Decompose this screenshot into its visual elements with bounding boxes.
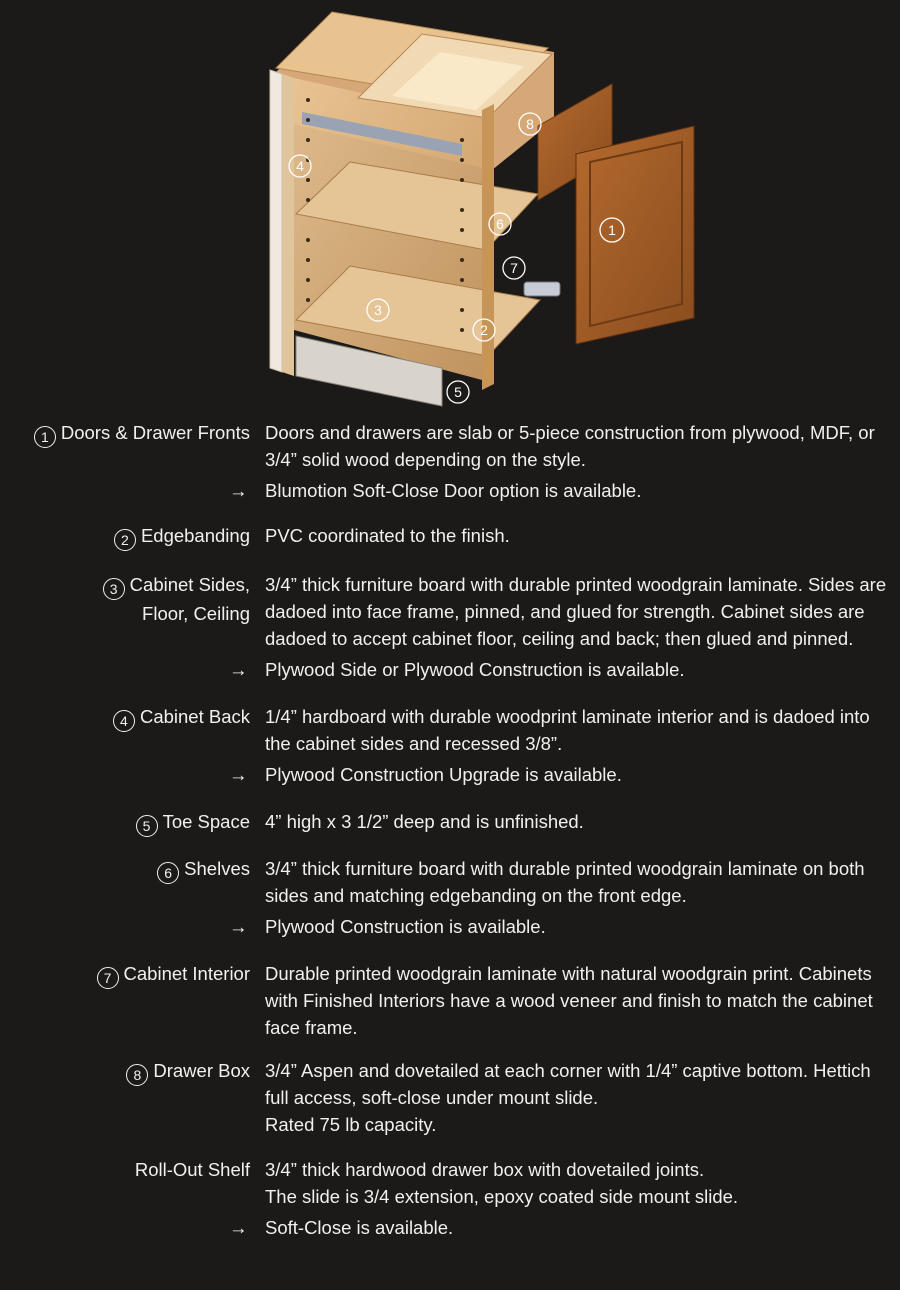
spec-label-text: Floor, Ceiling: [142, 603, 250, 624]
spec-label: [0, 1057, 250, 1086]
spec-number-badge: 8: [126, 1064, 148, 1086]
arrow-icon: →: [229, 480, 248, 501]
spec-item: [0, 855, 900, 940]
spec-label: [0, 855, 250, 884]
spec-number-badge: 7: [97, 967, 119, 989]
spec-note-text: Plywood Construction Upgrade is available.: [265, 764, 622, 785]
spec-label-text: Doors & Drawer Fronts: [60, 422, 250, 443]
arrow-icon: →: [229, 916, 248, 937]
spec-body: [229, 703, 890, 788]
spec-description: 3/4” thick furniture board with durable printed woodgrain laminate on both sides and matching edgebanding on the front edge.: [265, 858, 865, 906]
svg-text:3: 3: [374, 302, 382, 318]
spec-description: 3/4” thick hardwood drawer box with dovetailed joints. The slide is 3/4 extension, epoxy coated side mount slide.: [265, 1159, 739, 1207]
spec-body: [229, 571, 890, 683]
spec-label-text: Shelves: [184, 858, 250, 879]
spec-number-badge: 4: [113, 710, 135, 732]
spec-description: 4” high x 3 1/2” deep and is unfinished.: [265, 811, 584, 832]
spec-label: [0, 808, 250, 837]
spec-description: Doors and drawers are slab or 5-piece construction from plywood, MDF, or 3/4” solid wood depending on the style.: [265, 422, 875, 470]
spec-label: [0, 1156, 250, 1183]
spec-description: Durable printed woodgrain laminate with natural woodgrain print. Cabinets with Finished Interiors have a wood veneer and finish to match the cabinet face frame.: [265, 963, 873, 1038]
svg-text:4: 4: [296, 158, 304, 174]
spec-label: [0, 419, 250, 448]
spec-body: [229, 1156, 890, 1241]
spec-list: [0, 419, 900, 1241]
spec-note: [229, 656, 890, 683]
arrow-icon: →: [229, 659, 248, 680]
spec-number-badge: 1: [34, 426, 56, 448]
spec-label: [0, 571, 250, 627]
spec-body: [265, 960, 890, 1041]
arrow-icon: →: [229, 1217, 248, 1238]
spec-label-text: Drawer Box: [153, 1060, 250, 1081]
spec-body: [265, 1057, 890, 1138]
callout-5: [447, 381, 469, 403]
cabinet-illustration: [262, 0, 702, 412]
spec-item: [0, 419, 900, 504]
spec-note: [229, 761, 890, 788]
spec-label-text: Toe Space: [162, 811, 250, 832]
spec-note-text: Plywood Construction is available.: [265, 916, 546, 937]
spec-body: [265, 808, 890, 835]
spec-item: [0, 1156, 900, 1241]
cabinet-left-side: [270, 70, 282, 372]
spec-item: [0, 522, 900, 551]
spec-number-badge: 6: [157, 862, 179, 884]
svg-text:6: 6: [496, 216, 504, 232]
spec-item: [0, 808, 900, 837]
svg-text:2: 2: [480, 322, 488, 338]
spec-note-text: Plywood Side or Plywood Construction is available.: [265, 659, 685, 680]
spec-note-text: Soft-Close is available.: [265, 1217, 454, 1238]
svg-text:5: 5: [454, 384, 462, 400]
spec-note-text: Blumotion Soft-Close Door option is available.: [265, 480, 642, 501]
face-frame: [482, 104, 494, 390]
spec-label: [0, 522, 250, 551]
spec-description: 1/4” hardboard with durable woodprint laminate interior and is dadoed into the cabinet sides and recessed 3/8”.: [265, 706, 870, 754]
arrow-icon: →: [229, 764, 248, 785]
spec-label-text: Cabinet Interior: [123, 963, 250, 984]
spec-item: [0, 703, 900, 788]
spec-item: [0, 960, 900, 1041]
spec-number-badge: 5: [136, 815, 158, 837]
spec-label-text: Cabinet Back: [139, 706, 250, 727]
spec-label: [0, 703, 250, 732]
spec-body: [229, 855, 890, 940]
svg-text:1: 1: [608, 222, 616, 238]
spec-number-badge: 3: [103, 578, 125, 600]
spec-description: PVC coordinated to the finish.: [265, 525, 510, 546]
spec-item: [0, 571, 900, 683]
spec-note: [229, 1214, 890, 1241]
spec-description: 3/4” Aspen and dovetailed at each corner with 1/4” captive bottom. Hettich full access, soft-close under mount slide. Rated 75 lb capacity.: [265, 1060, 871, 1135]
spec-note: [229, 477, 890, 504]
spec-label-text: Roll-Out Shelf: [134, 1159, 250, 1180]
spec-body: [229, 419, 890, 504]
svg-text:7: 7: [510, 260, 518, 276]
spec-body: [265, 522, 890, 549]
spec-label-text: Cabinet Sides,: [129, 574, 250, 595]
spec-item: [0, 1057, 900, 1138]
cabinet-door: [576, 126, 694, 344]
spec-label: [0, 960, 250, 989]
hinge: [524, 282, 560, 296]
spec-note: [229, 913, 890, 940]
callout-7: [503, 257, 525, 279]
spec-description: 3/4” thick furniture board with durable printed woodgrain laminate. Sides are dadoed into face frame, pinned, and glued for strength. Cabinet sides are dadoed to accept cabinet floor, ceiling and back; then glued and pinned.: [265, 574, 887, 649]
spec-number-badge: 2: [114, 529, 136, 551]
spec-label-text: Edgebanding: [140, 525, 250, 546]
cabinet-side-edge: [282, 74, 294, 376]
svg-text:8: 8: [526, 116, 534, 132]
